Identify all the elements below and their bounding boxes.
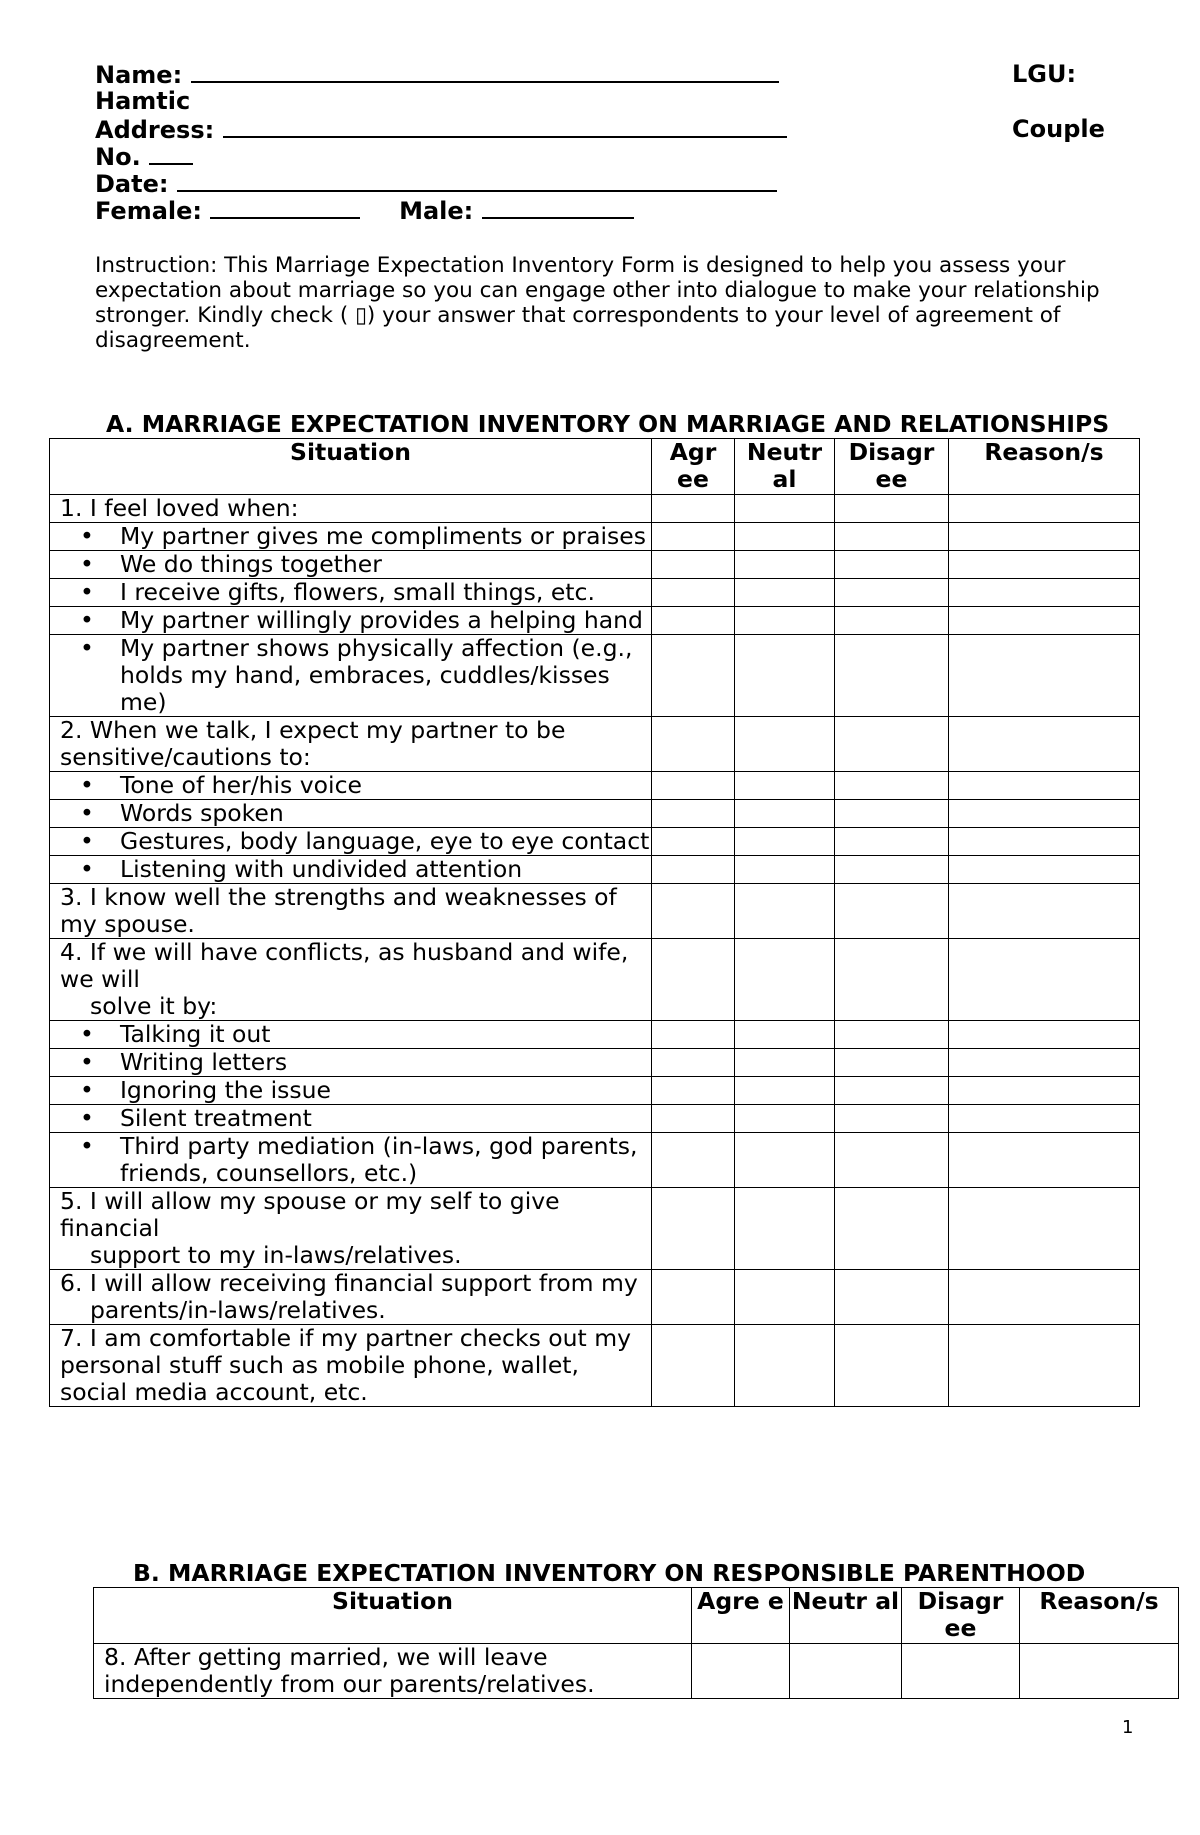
table-row xyxy=(50,1049,1140,1077)
address-line xyxy=(95,116,787,144)
couple-label: Couple xyxy=(1012,115,1105,143)
disagree-cell[interactable] xyxy=(835,607,949,635)
situation-text: Words spoken xyxy=(120,799,284,827)
situation-text: 3. I know well the strengths and weaknesses of my spouse. xyxy=(60,883,617,938)
disagree-cell[interactable] xyxy=(835,828,949,856)
situation-text: We do things together xyxy=(120,550,382,578)
situation-cell xyxy=(50,884,652,939)
section-b-header-row xyxy=(94,1588,1179,1644)
bullet-icon: • xyxy=(80,522,94,550)
couple-no-field[interactable] xyxy=(149,143,193,165)
couple-no-line xyxy=(95,143,193,171)
agree-cell[interactable] xyxy=(652,579,735,607)
situation-text: 8. After getting married, we will leave independently from our parents/relatives. xyxy=(104,1643,595,1698)
disagree-cell[interactable] xyxy=(835,1133,949,1188)
col-disagree: Disagr ee xyxy=(835,439,949,495)
situation-cell xyxy=(50,523,652,551)
reasons-cell[interactable] xyxy=(949,1049,1140,1077)
reasons-cell[interactable] xyxy=(949,772,1140,800)
situation-text: Talking it out xyxy=(120,1020,271,1048)
section-a-header-row xyxy=(50,439,1140,495)
neutral-cell[interactable] xyxy=(790,1644,902,1699)
reasons-cell[interactable] xyxy=(949,717,1140,772)
neutral-cell[interactable] xyxy=(735,1077,835,1105)
table-row xyxy=(50,579,1140,607)
bullet-icon: • xyxy=(80,1104,94,1132)
disagree-cell[interactable] xyxy=(835,579,949,607)
table-row xyxy=(50,1105,1140,1133)
disagree-cell[interactable] xyxy=(835,495,949,523)
male-field[interactable] xyxy=(482,197,634,219)
neutral-cell[interactable] xyxy=(735,856,835,884)
reasons-cell[interactable] xyxy=(949,828,1140,856)
agree-cell[interactable] xyxy=(652,607,735,635)
reasons-cell[interactable] xyxy=(949,1133,1140,1188)
table-row xyxy=(50,1325,1140,1407)
situation-cell xyxy=(50,579,652,607)
section-a-title: A. MARRIAGE EXPECTATION INVENTORY ON MARRIAGE AND RELATIONSHIPS xyxy=(106,410,1110,438)
situation-cell xyxy=(50,939,652,1021)
situation-cell xyxy=(50,856,652,884)
neutral-cell[interactable] xyxy=(735,1105,835,1133)
situation-cell xyxy=(50,1077,652,1105)
reasons-cell[interactable] xyxy=(949,1188,1140,1270)
neutral-cell[interactable] xyxy=(735,635,835,717)
date-label: Date: xyxy=(95,170,169,198)
table-row xyxy=(50,495,1140,523)
neutral-cell[interactable] xyxy=(735,579,835,607)
reasons-cell[interactable] xyxy=(949,635,1140,717)
situation-cell xyxy=(50,717,652,772)
col-disagree: Disagr ee xyxy=(902,1588,1020,1644)
situation-cell xyxy=(50,1049,652,1077)
reasons-cell[interactable] xyxy=(949,523,1140,551)
reasons-cell[interactable] xyxy=(949,579,1140,607)
col-neutral: Neutr al xyxy=(790,1588,902,1644)
section-a-table xyxy=(49,438,1140,1407)
agree-cell[interactable] xyxy=(652,939,735,1021)
name-field[interactable] xyxy=(191,61,779,83)
agree-cell[interactable] xyxy=(652,884,735,939)
disagree-cell[interactable] xyxy=(835,772,949,800)
situation-text: Silent treatment xyxy=(120,1104,312,1132)
situation-text: My partner willingly provides a helping hand xyxy=(120,606,643,634)
date-line xyxy=(95,170,777,198)
reasons-cell[interactable] xyxy=(949,856,1140,884)
neutral-cell[interactable] xyxy=(735,772,835,800)
bullet-icon: • xyxy=(80,578,94,606)
disagree-cell[interactable] xyxy=(835,717,949,772)
table-row xyxy=(50,1270,1140,1325)
name-label: Name: xyxy=(95,61,183,89)
disagree-cell[interactable] xyxy=(835,1105,949,1133)
reasons-cell[interactable] xyxy=(949,551,1140,579)
table-row xyxy=(50,1188,1140,1270)
agree-cell[interactable] xyxy=(652,800,735,828)
neutral-cell[interactable] xyxy=(735,939,835,1021)
situation-cell xyxy=(50,800,652,828)
col-reasons: Reason/s xyxy=(1020,1588,1179,1644)
page-number: 1 xyxy=(1122,1717,1134,1738)
situation-cell xyxy=(94,1644,692,1699)
situation-text-continued: support to my in-laws/relatives. xyxy=(90,1241,462,1269)
neutral-cell[interactable] xyxy=(735,800,835,828)
agree-cell[interactable] xyxy=(652,523,735,551)
disagree-cell[interactable] xyxy=(835,1077,949,1105)
bullet-icon: • xyxy=(80,1048,94,1076)
situation-text: Gestures, body language, eye to eye contact xyxy=(120,827,650,855)
situation-cell xyxy=(50,828,652,856)
situation-cell xyxy=(50,1270,652,1325)
situation-cell xyxy=(50,635,652,717)
section-b-title: B. MARRIAGE EXPECTATION INVENTORY ON RESPONSIBLE PARENTHOOD xyxy=(133,1559,1086,1587)
situation-cell xyxy=(50,1188,652,1270)
neutral-cell[interactable] xyxy=(735,828,835,856)
neutral-cell[interactable] xyxy=(735,717,835,772)
agree-cell[interactable] xyxy=(652,717,735,772)
table-row xyxy=(50,523,1140,551)
bullet-icon: • xyxy=(80,1132,94,1160)
table-row xyxy=(94,1644,1179,1699)
male-label: Male: xyxy=(399,197,474,225)
couple-no-label: No. xyxy=(95,143,141,171)
col-situation: Situation xyxy=(94,1588,692,1644)
reasons-cell[interactable] xyxy=(949,1325,1140,1407)
table-row xyxy=(50,551,1140,579)
table-row xyxy=(50,772,1140,800)
situation-text: Third party mediation (in-laws, god parents, friends, counsellors, etc.) xyxy=(120,1132,638,1187)
female-label: Female: xyxy=(95,197,203,225)
disagree-cell[interactable] xyxy=(835,523,949,551)
situation-text: Listening with undivided attention xyxy=(120,855,523,883)
bullet-icon: • xyxy=(80,634,94,662)
situation-cell xyxy=(50,772,652,800)
table-row xyxy=(50,717,1140,772)
bullet-icon: • xyxy=(80,1076,94,1104)
situation-cell xyxy=(50,1325,652,1407)
table-row xyxy=(50,884,1140,939)
table-row xyxy=(50,1133,1140,1188)
agree-cell[interactable] xyxy=(652,551,735,579)
disagree-cell[interactable] xyxy=(835,939,949,1021)
neutral-cell[interactable] xyxy=(735,1049,835,1077)
reasons-cell[interactable] xyxy=(949,607,1140,635)
disagree-cell[interactable] xyxy=(835,1325,949,1407)
situation-cell xyxy=(50,1021,652,1049)
situation-text-continued: parents/in-laws/relatives. xyxy=(90,1296,386,1324)
disagree-cell[interactable] xyxy=(835,800,949,828)
situation-text: My partner gives me compliments or praises xyxy=(120,522,646,550)
disagree-cell[interactable] xyxy=(835,884,949,939)
address-label: Address: xyxy=(95,116,215,144)
situation-cell xyxy=(50,1133,652,1188)
disagree-cell[interactable] xyxy=(835,635,949,717)
table-row xyxy=(50,1077,1140,1105)
agree-cell[interactable] xyxy=(652,1021,735,1049)
agree-cell[interactable] xyxy=(652,495,735,523)
reasons-cell[interactable] xyxy=(1020,1644,1179,1699)
lgu-value: Hamtic xyxy=(95,87,191,115)
bullet-icon: • xyxy=(80,1020,94,1048)
neutral-cell[interactable] xyxy=(735,884,835,939)
disagree-cell[interactable] xyxy=(835,1049,949,1077)
name-line xyxy=(95,61,779,89)
reasons-cell[interactable] xyxy=(949,1105,1140,1133)
reasons-cell[interactable] xyxy=(949,939,1140,1021)
disagree-cell[interactable] xyxy=(835,856,949,884)
situation-text: 5. I will allow my spouse or my self to give financial xyxy=(60,1187,560,1242)
neutral-cell[interactable] xyxy=(735,1188,835,1270)
disagree-cell[interactable] xyxy=(835,1188,949,1270)
table-row xyxy=(50,800,1140,828)
col-reasons: Reason/s xyxy=(949,439,1140,495)
neutral-cell[interactable] xyxy=(735,1133,835,1188)
bullet-icon: • xyxy=(80,606,94,634)
situation-text: 6. I will allow receiving financial support from my xyxy=(60,1269,638,1297)
table-row xyxy=(50,1021,1140,1049)
gender-line xyxy=(95,197,634,225)
col-neutral: Neutr al xyxy=(735,439,835,495)
reasons-cell[interactable] xyxy=(949,800,1140,828)
situation-text: I receive gifts, flowers, small things, etc. xyxy=(120,578,595,606)
neutral-cell[interactable] xyxy=(735,607,835,635)
date-field[interactable] xyxy=(177,170,777,192)
situation-cell xyxy=(50,607,652,635)
agree-cell[interactable] xyxy=(652,828,735,856)
col-agree: Agre e xyxy=(692,1588,790,1644)
neutral-cell[interactable] xyxy=(735,1325,835,1407)
situation-text: Ignoring the issue xyxy=(120,1076,331,1104)
disagree-cell[interactable] xyxy=(835,1270,949,1325)
neutral-cell[interactable] xyxy=(735,1021,835,1049)
female-field[interactable] xyxy=(210,197,360,219)
neutral-cell[interactable] xyxy=(735,495,835,523)
situation-cell xyxy=(50,1105,652,1133)
situation-cell xyxy=(50,551,652,579)
bullet-icon: • xyxy=(80,550,94,578)
agree-cell[interactable] xyxy=(652,1325,735,1407)
situation-text-continued: solve it by: xyxy=(90,992,218,1020)
neutral-cell[interactable] xyxy=(735,551,835,579)
situation-text: 1. I feel loved when: xyxy=(60,494,299,522)
agree-cell[interactable] xyxy=(652,856,735,884)
disagree-cell[interactable] xyxy=(902,1644,1020,1699)
agree-cell[interactable] xyxy=(652,1188,735,1270)
section-b-table xyxy=(93,1587,1179,1699)
situation-text: Tone of her/his voice xyxy=(120,771,362,799)
situation-text: 4. If we will have conflicts, as husband and wife, we will xyxy=(60,938,629,993)
disagree-cell[interactable] xyxy=(835,551,949,579)
situation-text: 7. I am comfortable if my partner checks out my personal stuff such as mobile phone, wallet, social media account, etc. xyxy=(60,1324,632,1406)
neutral-cell[interactable] xyxy=(735,1270,835,1325)
reasons-cell[interactable] xyxy=(949,1270,1140,1325)
col-situation: Situation xyxy=(50,439,652,495)
neutral-cell[interactable] xyxy=(735,523,835,551)
table-row xyxy=(50,635,1140,717)
reasons-cell[interactable] xyxy=(949,1021,1140,1049)
agree-cell[interactable] xyxy=(652,1105,735,1133)
table-row xyxy=(50,856,1140,884)
table-row xyxy=(50,939,1140,1021)
reasons-cell[interactable] xyxy=(949,1077,1140,1105)
agree-cell[interactable] xyxy=(652,1077,735,1105)
bullet-icon: • xyxy=(80,771,94,799)
agree-cell[interactable] xyxy=(692,1644,790,1699)
agree-cell[interactable] xyxy=(652,635,735,717)
reasons-cell[interactable] xyxy=(949,495,1140,523)
bullet-icon: • xyxy=(80,799,94,827)
bullet-icon: • xyxy=(80,855,94,883)
situation-text: Writing letters xyxy=(120,1048,288,1076)
situation-cell xyxy=(50,495,652,523)
agree-cell[interactable] xyxy=(652,772,735,800)
situation-text: My partner shows physically affection (e.g., holds my hand, embraces, cuddles/kisses me) xyxy=(120,634,633,716)
bullet-icon: • xyxy=(80,827,94,855)
situation-text: 2. When we talk, I expect my partner to be sensitive/cautions to: xyxy=(60,716,566,771)
lgu-label: LGU: xyxy=(1012,60,1077,88)
table-row xyxy=(50,607,1140,635)
agree-cell[interactable] xyxy=(652,1133,735,1188)
col-agree: Agr ee xyxy=(652,439,735,495)
reasons-cell[interactable] xyxy=(949,884,1140,939)
agree-cell[interactable] xyxy=(652,1270,735,1325)
address-field[interactable] xyxy=(223,116,787,138)
disagree-cell[interactable] xyxy=(835,1021,949,1049)
instruction-text: Instruction: This Marriage Expectation Inventory Form is designed to help you assess your expectation about marriage so you can engage other into dialogue to make your relationship stronger. Kindly check ( ▯) your answer that correspondents to your level of agreement of disagreement. xyxy=(95,253,1100,353)
agree-cell[interactable] xyxy=(652,1049,735,1077)
table-row xyxy=(50,828,1140,856)
